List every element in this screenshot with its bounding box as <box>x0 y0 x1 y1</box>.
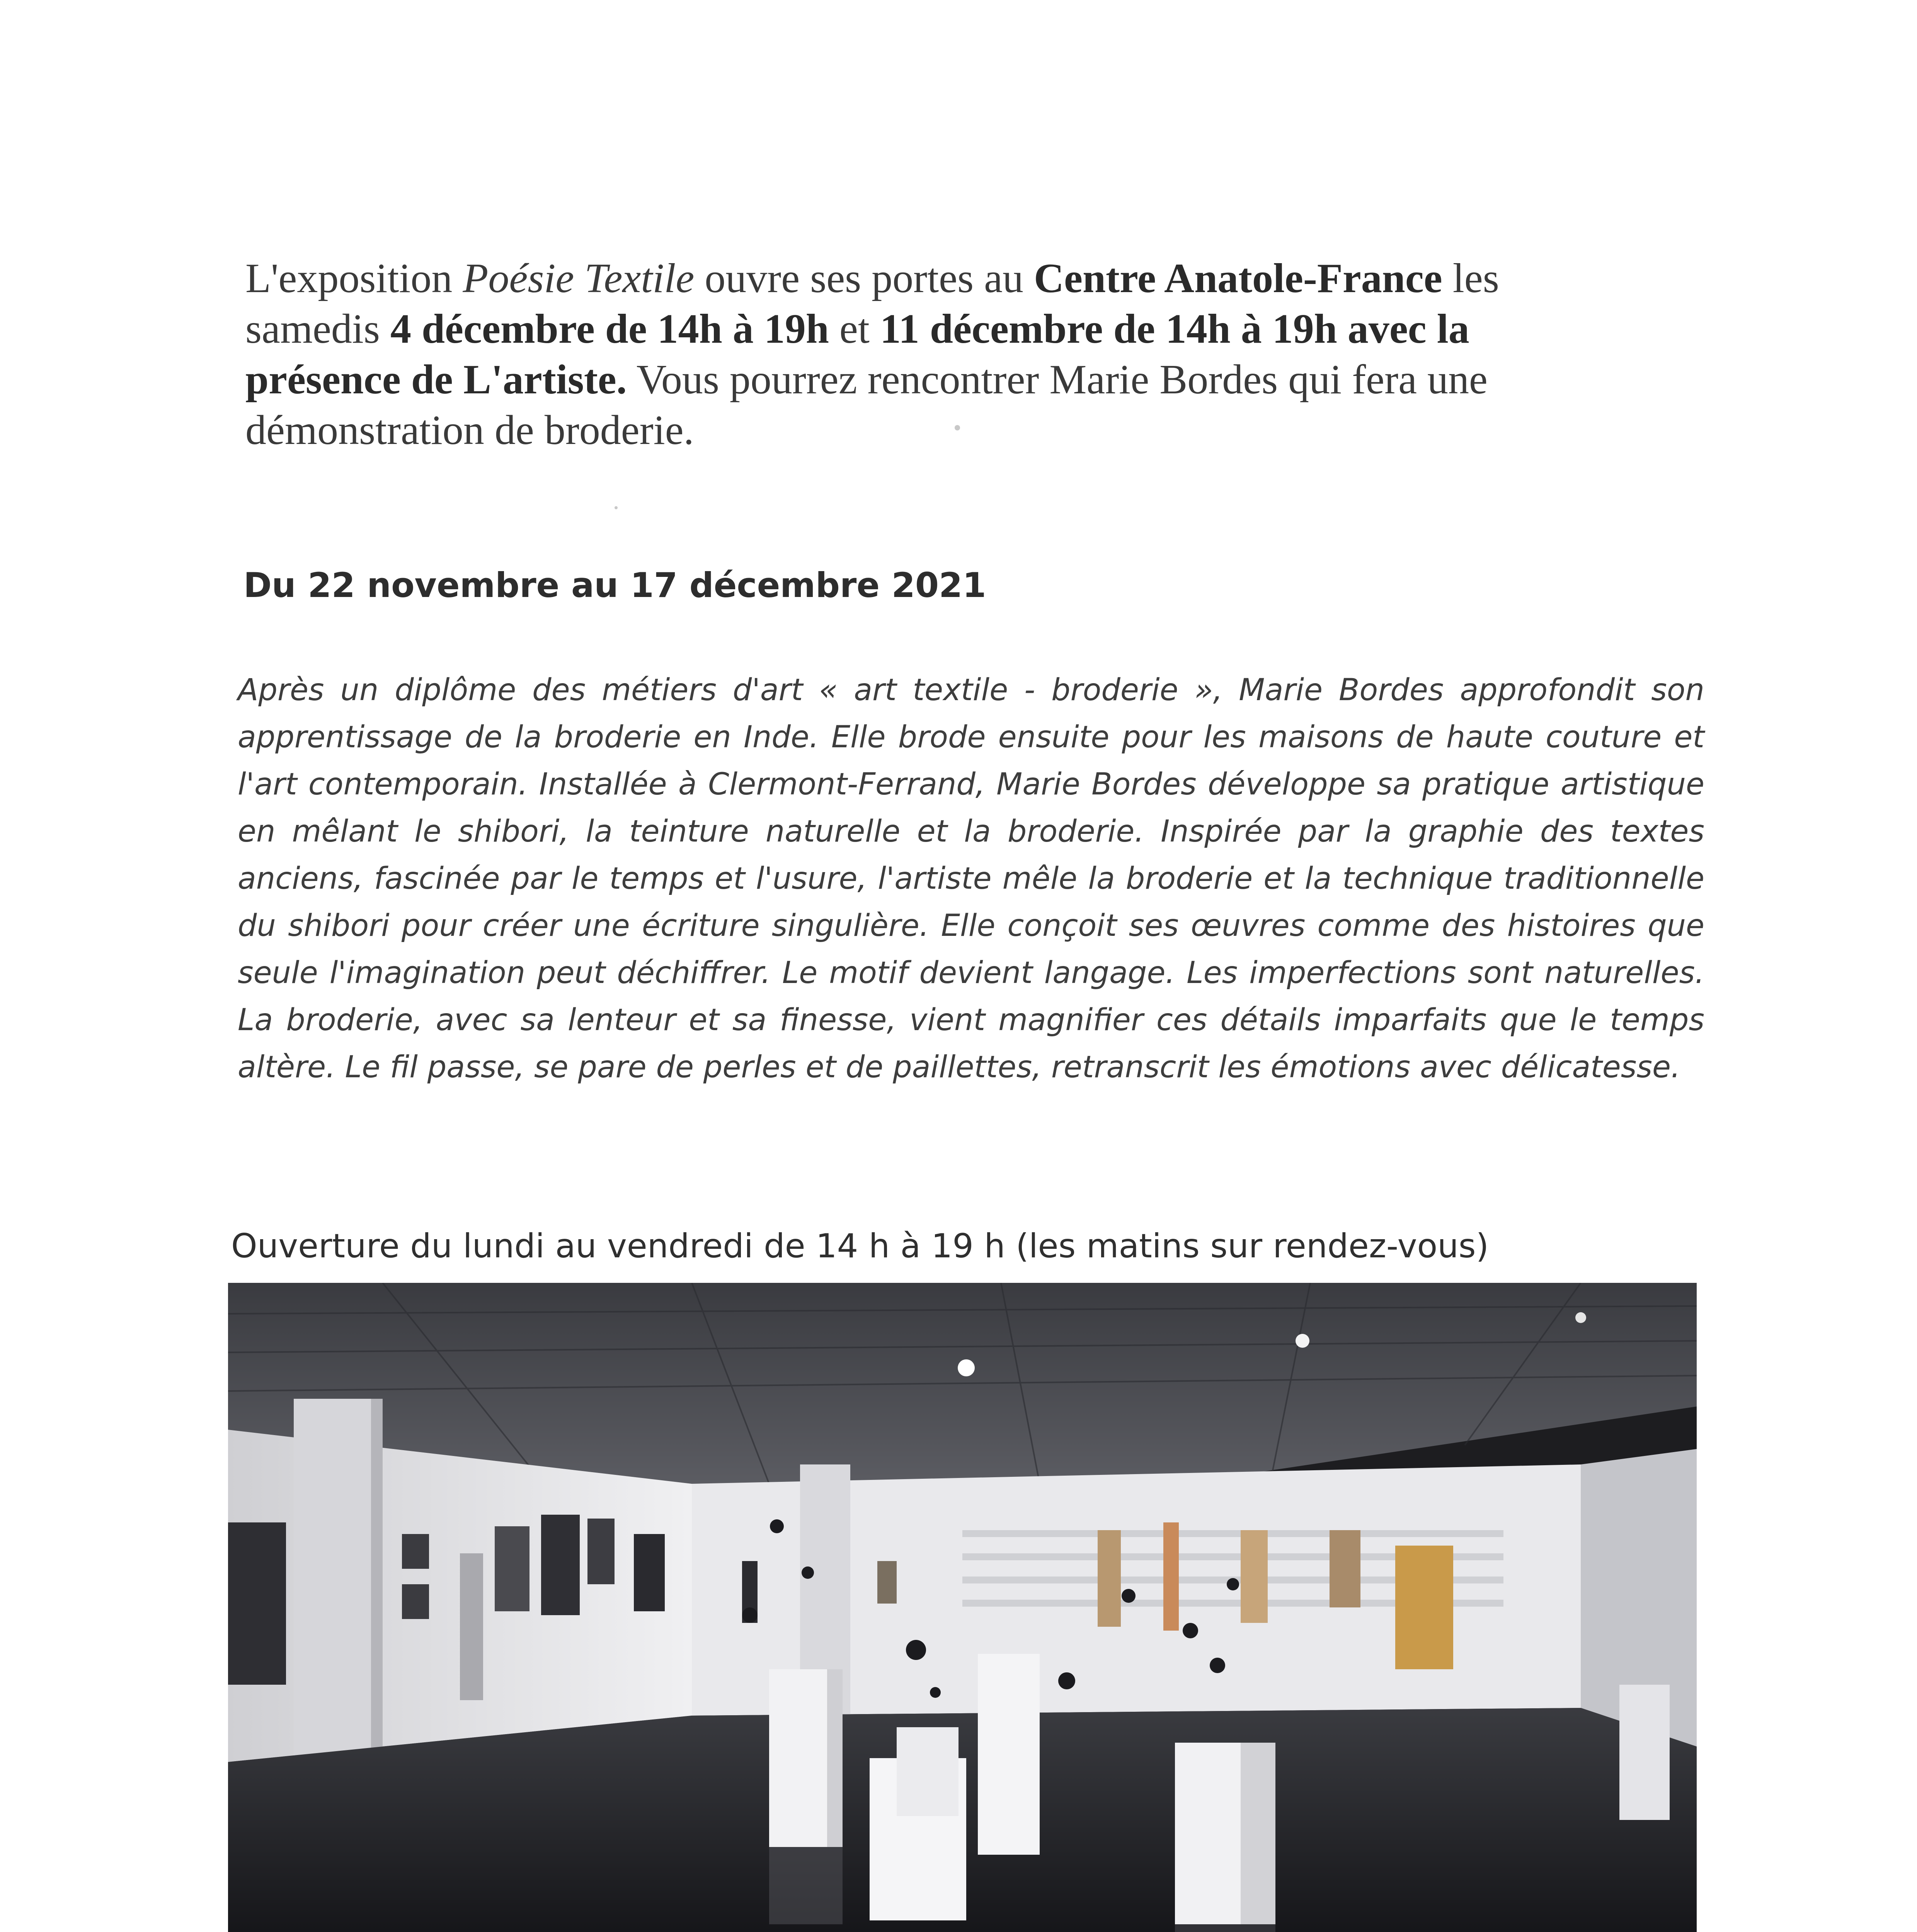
intro-paragraph <box>245 253 1621 456</box>
intro-text-3: les samedis <box>245 255 1499 352</box>
event-date-1: 4 décembre de 14h à 19h <box>390 306 829 352</box>
exhibition-title: Poésie Textile <box>463 255 695 301</box>
exhibition-dates: Du 22 novembre au 17 décembre 2021 <box>243 565 986 605</box>
opening-hours: Ouverture du lundi au vendredi de 14 h à 19 h (les matins sur rendez-vous) <box>231 1227 1489 1265</box>
artist-bio: Après un diplôme des métiers d'art « art textile - broderie », Marie Bordes approfondit son apprentissage de la broderie en Inde. Elle brode ensuite pour les maisons de haute couture et l'art contemporain. Installée à Clermont-Ferrand, Marie Bordes développe sa pratique artistique en mêlant le shibori, la teinture naturelle et la broderie. Inspirée par la graphie des textes anciens, fascinée par le temps et l'usure, l'artiste mêle la broderie et la technique traditionnelle du shibori pour créer une écriture singulière. Elle conçoit ses œuvres comme des histoires que seule l'imagination peut déchiffrer. Le motif devient langage. Les imperfections sont naturelles. La broderie, avec sa lenteur et sa finesse, vient magnifier ces détails imparfaits que le temps altère. Le fil passe, se pare de perles et de paillettes, retranscrit les émotions avec délicatesse. <box>238 673 1704 1085</box>
gallery-illustration <box>228 1283 1697 1932</box>
intro-text-1: L'exposition <box>245 255 463 301</box>
exhibition-photo <box>228 1283 1697 1932</box>
event-date-2: 11 décembre de 14h à 19h avec la présence de L'artiste. <box>245 306 1469 403</box>
intro-text-4: et <box>829 306 880 352</box>
intro-text-2: ouvre ses portes au <box>694 255 1034 301</box>
venue-name: Centre Anatole-France <box>1034 255 1442 301</box>
scan-speck <box>615 506 618 509</box>
intro-text-5: Vous pourrez rencontrer Marie Bordes qui fera une démonstration de broderie. <box>245 357 1488 453</box>
scan-speck <box>955 425 960 430</box>
